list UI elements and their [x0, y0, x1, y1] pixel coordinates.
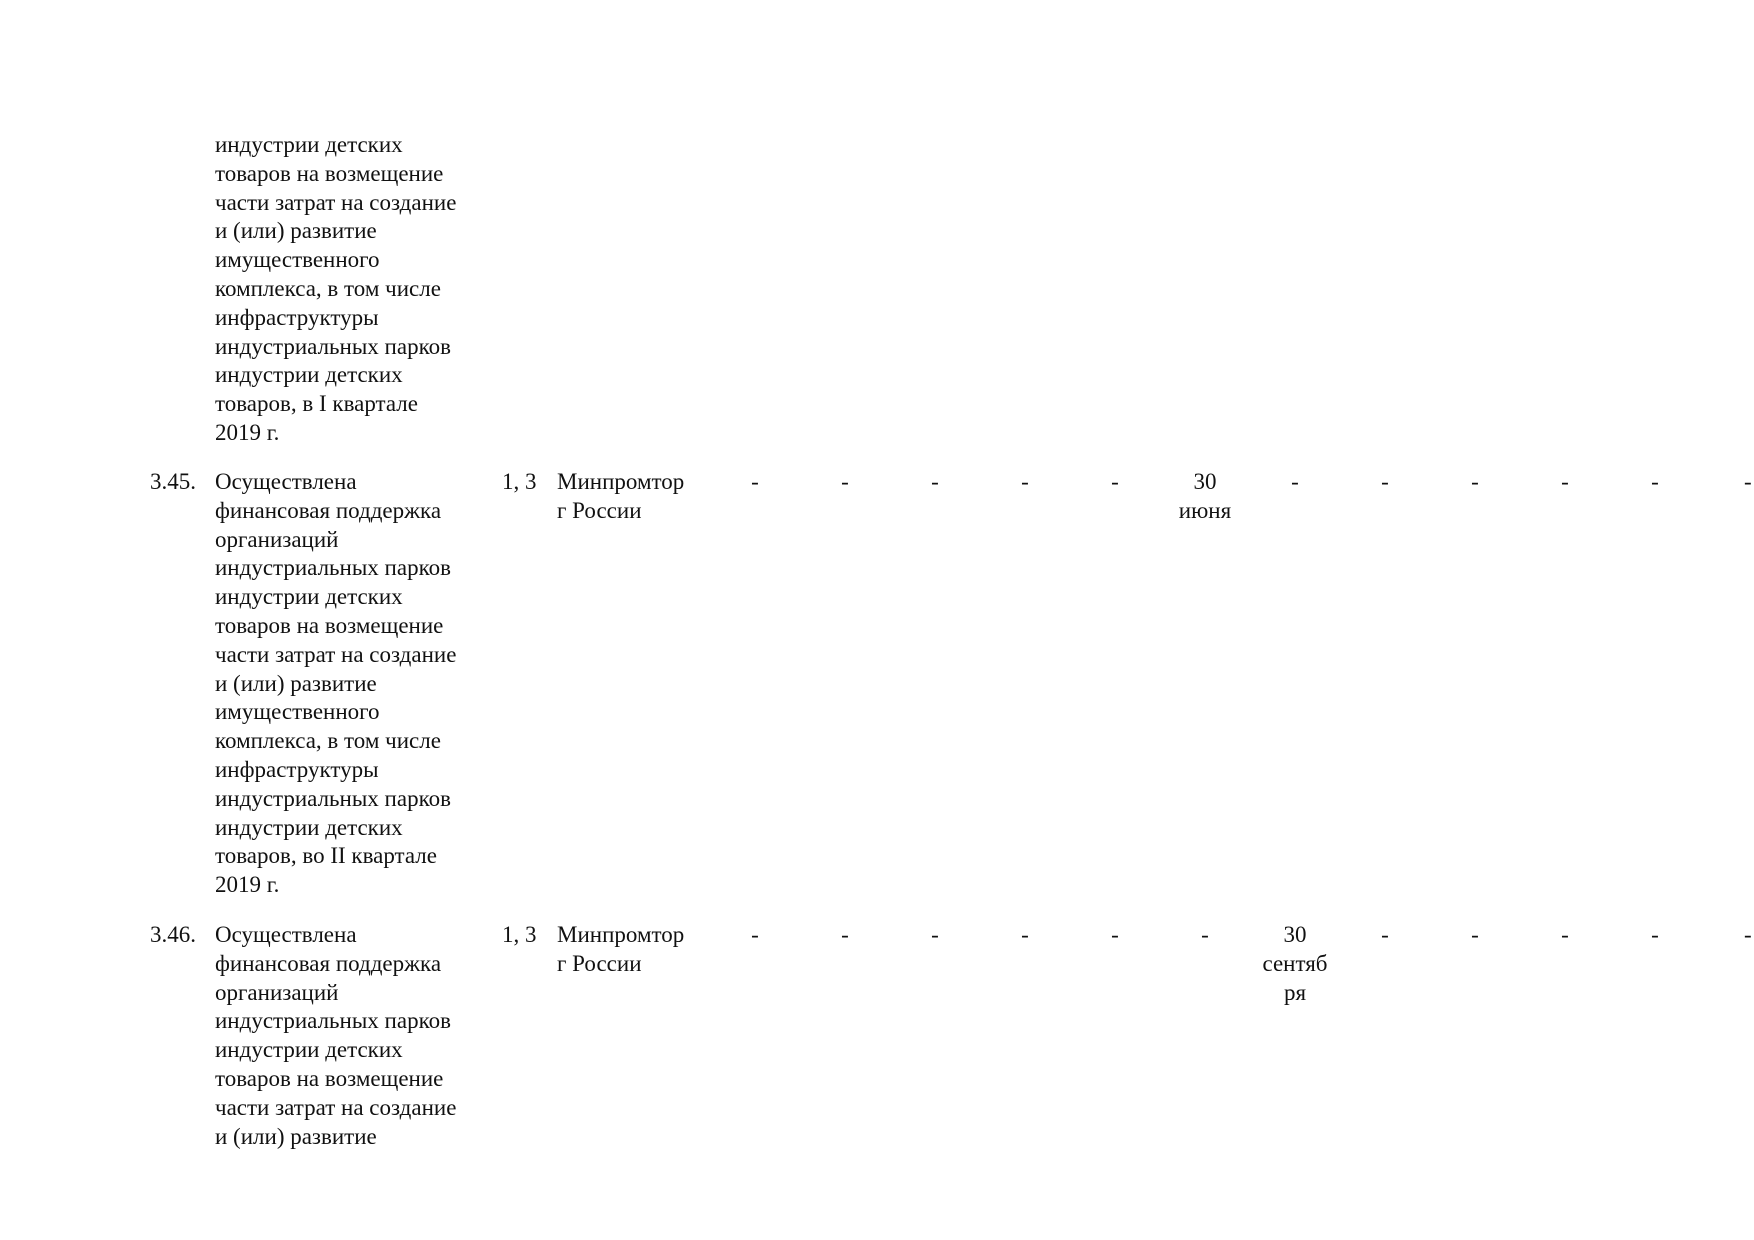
description-line: индустриальных парков	[215, 1008, 451, 1034]
description-line: товаров, во II квартале	[215, 843, 437, 869]
goal-reference: 1, 3	[502, 469, 537, 494]
month-cell: -	[1471, 469, 1479, 494]
description-line: имущественного	[215, 247, 380, 273]
month-cell: -	[931, 469, 939, 494]
responsible-party	[557, 468, 707, 526]
description-line: и (или) развитие	[215, 1123, 377, 1149]
month-cell: -	[1381, 922, 1389, 947]
month-cell: -	[751, 469, 759, 494]
responsible-party	[557, 921, 707, 979]
description-line: финансовая поддержка	[215, 950, 442, 976]
month-cell: -	[1021, 922, 1029, 947]
month-cell: -	[1381, 469, 1389, 494]
row-number: 3.46.	[150, 922, 196, 947]
description-line: индустриальных парков	[215, 333, 451, 359]
month-cell: -	[841, 469, 849, 494]
continued-description	[215, 131, 485, 448]
description-line: товаров на возмещение	[215, 612, 444, 638]
description-line: и (или) развитие	[215, 218, 377, 244]
row-description	[215, 468, 485, 900]
month-cell: -	[1471, 922, 1479, 947]
description-line: комплекса, в том числе	[215, 275, 441, 301]
description-line: товаров на возмещение	[215, 1065, 444, 1091]
month-cell: -	[1744, 469, 1752, 494]
date-line: 30	[1283, 922, 1307, 947]
date-line: июня	[1178, 497, 1232, 523]
description-line: индустрии детских	[215, 814, 403, 840]
description-line: части затрат на создание	[215, 189, 457, 215]
description-line: Осуществлена	[215, 922, 357, 947]
description-line: финансовая поддержка	[215, 497, 442, 523]
description-line: индустрии детских	[215, 362, 403, 388]
month-cell: -	[1561, 469, 1569, 494]
responsible-line: Минпромтор	[557, 469, 685, 494]
description-line: 2019 г.	[215, 419, 280, 445]
responsible-line: Минпромтор	[557, 922, 685, 947]
description-line: индустриальных парков	[215, 555, 451, 581]
month-cell: -	[841, 922, 849, 947]
description-line: комплекса, в том числе	[215, 728, 441, 754]
deadline-date-cell	[1160, 468, 1250, 526]
month-cell: -	[1021, 469, 1029, 494]
month-cell: -	[1201, 922, 1209, 947]
date-line: ря	[1283, 979, 1307, 1005]
date-line: сентяб	[1262, 950, 1328, 976]
responsible-line: г России	[557, 497, 642, 523]
goal-reference: 1, 3	[502, 922, 537, 947]
description-line: имущественного	[215, 699, 380, 725]
month-cell: -	[1111, 922, 1119, 947]
month-cell: -	[1744, 922, 1752, 947]
date-line: 30	[1193, 469, 1217, 494]
month-cell: -	[1291, 469, 1299, 494]
description-line: индустрии детских	[215, 1037, 403, 1063]
month-cell: -	[1651, 469, 1659, 494]
month-cell: -	[931, 922, 939, 947]
month-cell: -	[751, 922, 759, 947]
description-line: 2019 г.	[215, 872, 280, 898]
month-cell: -	[1561, 922, 1569, 947]
description-line: индустрии детских	[215, 132, 403, 157]
month-cell: -	[1651, 922, 1659, 947]
deadline-date-cell	[1250, 921, 1340, 1007]
description-line: части затрат на создание	[215, 1094, 457, 1120]
month-cell: -	[1111, 469, 1119, 494]
description-line: организаций	[215, 979, 339, 1005]
description-line: организаций	[215, 526, 339, 552]
row-description	[215, 921, 485, 1151]
responsible-line: г России	[557, 950, 642, 976]
description-line: части затрат на создание	[215, 641, 457, 667]
description-line: индустрии детских	[215, 584, 403, 610]
description-line: и (или) развитие	[215, 670, 377, 696]
description-line: инфраструктуры	[215, 756, 379, 782]
description-line: Осуществлена	[215, 469, 357, 494]
row-number: 3.45.	[150, 469, 196, 494]
description-line: инфраструктуры	[215, 304, 379, 330]
description-line: товаров на возмещение	[215, 160, 444, 186]
description-line: индустриальных парков	[215, 785, 451, 811]
description-line: товаров, в I квартале	[215, 391, 418, 417]
